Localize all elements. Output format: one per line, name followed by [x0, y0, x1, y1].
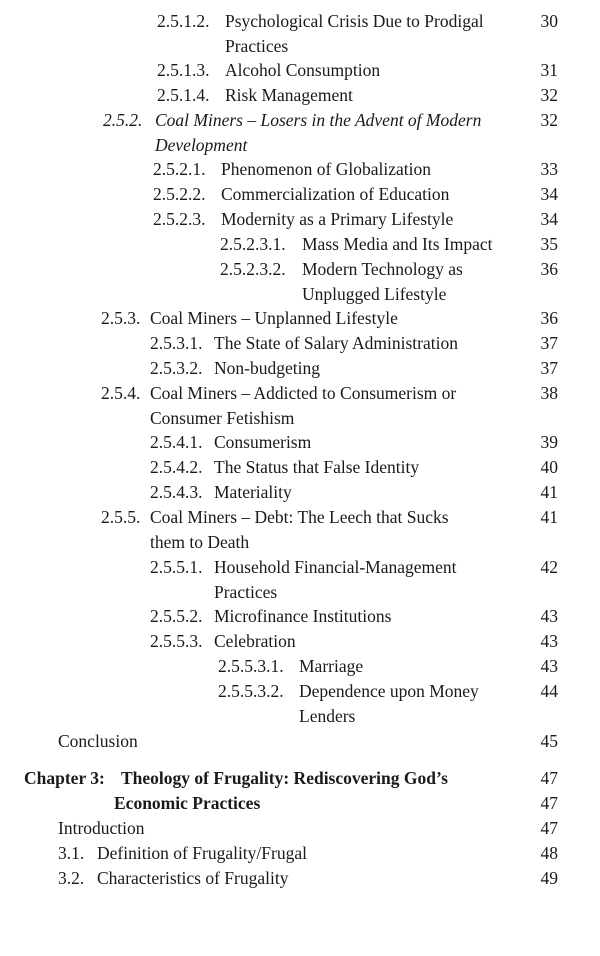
toc-entry-page: 32: [540, 110, 558, 130]
toc-entry-number: 2.5.5.3.: [150, 631, 203, 651]
toc-entry-number: 2.5.2.: [103, 110, 143, 130]
toc-entry-title: Alcohol Consumption: [225, 60, 381, 80]
toc-entry-page: 49: [540, 868, 558, 888]
toc-entry-title-continuation: Unplugged Lifestyle: [302, 284, 447, 304]
toc-entry-number: 2.5.2.2.: [153, 184, 206, 204]
toc-entry-number: 2.5.4.: [101, 383, 141, 403]
toc-entry-page: 47: [540, 793, 558, 813]
toc-entry-page: 43: [540, 606, 558, 626]
toc-entry-title: Coal Miners – Addicted to Consumerism or: [150, 383, 457, 403]
chapter-number: Chapter 3:: [24, 768, 105, 788]
toc-entry-number: 2.5.4.1.: [150, 432, 203, 452]
toc-entry-page: 43: [540, 631, 558, 651]
toc-entry-number: 3.1.: [58, 843, 85, 863]
toc-entry-number: 2.5.2.1.: [153, 159, 206, 179]
toc-entry-number: 2.5.1.3.: [157, 60, 210, 80]
toc-entry-number: 2.5.4.2.: [150, 457, 203, 477]
toc-entry-page: 47: [540, 818, 558, 838]
toc-entry-page: 45: [540, 731, 558, 751]
toc-entry-title: Coal Miners – Losers in the Advent of Modern: [155, 110, 482, 130]
toc-entry-number: 2.5.5.2.: [150, 606, 203, 626]
toc-entry-number: 2.5.3.: [101, 308, 141, 328]
toc-entry-page: 36: [540, 308, 558, 328]
toc-entry-title: Dependence upon Money: [299, 681, 479, 701]
toc-entry-page: 38: [540, 383, 558, 403]
toc-entry-number: 2.5.5.1.: [150, 557, 203, 577]
toc-entry-number: 2.5.5.: [101, 507, 141, 527]
toc-entry-title: Microfinance Institutions: [214, 606, 392, 626]
toc-entry-page: 40: [540, 457, 558, 477]
toc-entry-title-continuation: them to Death: [150, 532, 250, 552]
chapter-title: Theology of Frugality: Rediscovering God’s: [121, 768, 448, 788]
toc-entry-title: Non-budgeting: [214, 358, 320, 378]
toc-entry-page: 48: [540, 843, 558, 863]
toc-entry-number: 2.5.4.3.: [150, 482, 203, 502]
toc-entry-title: Psychological Crisis Due to Prodigal: [225, 11, 484, 31]
toc-entry-title-continuation: Practices: [225, 36, 289, 56]
toc-entry-title: Definition of Frugality/Frugal: [97, 843, 307, 863]
toc-entry-page: 47: [540, 768, 558, 788]
toc-entry-page: 37: [540, 358, 558, 378]
toc-entry-title-continuation: Practices: [214, 582, 278, 602]
toc-entry-title: Characteristics of Frugality: [97, 868, 289, 888]
toc-entry-title: The State of Salary Administration: [214, 333, 458, 353]
toc-entry-title: Household Financial-Management: [214, 557, 457, 577]
toc-entry-page: 34: [540, 209, 558, 229]
toc-entry-page: 30: [540, 11, 558, 31]
toc-entry-number: 2.5.1.4.: [157, 85, 210, 105]
toc-entry-number: 2.5.3.1.: [150, 333, 203, 353]
toc-entry-number: 2.5.5.3.2.: [218, 681, 284, 701]
toc-entry-number: 2.5.3.2.: [150, 358, 203, 378]
toc-entry-page: 44: [540, 681, 558, 701]
toc-entry-page: 41: [540, 507, 558, 527]
toc-entry-page: 34: [540, 184, 558, 204]
toc-entry-title: Conclusion: [58, 731, 138, 751]
toc-entry-title: Mass Media and Its Impact: [302, 234, 493, 254]
toc-entry-page: 39: [540, 432, 558, 452]
toc-entry-title: The Status that False Identity: [214, 457, 420, 477]
toc-entry-page: 32: [540, 85, 558, 105]
toc-entry-number: 2.5.1.2.: [157, 11, 210, 31]
toc-entry-page: 42: [540, 557, 558, 577]
toc-entry-number: 2.5.2.3.1.: [220, 234, 286, 254]
toc-entry-title: Celebration: [214, 631, 296, 651]
toc-entry-number: 2.5.2.3.: [153, 209, 206, 229]
toc-entry-page: 36: [540, 259, 558, 279]
toc-entry-title-continuation: Development: [155, 135, 248, 155]
toc-entry-page: 35: [540, 234, 558, 254]
toc-entry-page: 41: [540, 482, 558, 502]
toc-entry-page: 37: [540, 333, 558, 353]
toc-entry-title: Marriage: [299, 656, 364, 676]
toc-entry-title: Phenomenon of Globalization: [221, 159, 431, 179]
chapter-title: Economic Practices: [114, 793, 261, 813]
toc-entry-number: 3.2.: [58, 868, 85, 888]
toc-entry-number: 2.5.5.3.1.: [218, 656, 284, 676]
toc-entry-title-continuation: Consumer Fetishism: [150, 408, 295, 428]
toc-entry-title: Risk Management: [225, 85, 353, 105]
toc-entry-page: 31: [540, 60, 558, 80]
toc-entry-number: 2.5.2.3.2.: [220, 259, 286, 279]
toc-entry-page: 43: [540, 656, 558, 676]
toc-entry-title: Coal Miners – Unplanned Lifestyle: [150, 308, 398, 328]
toc-entry-title: Consumerism: [214, 432, 312, 452]
toc-entry-page: 33: [540, 159, 558, 179]
toc-entry-title-continuation: Lenders: [299, 706, 356, 726]
toc-entry-title: Introduction: [58, 818, 145, 838]
toc-entry-title: Modernity as a Primary Lifestyle: [221, 209, 454, 229]
toc-entry-title: Commercialization of Education: [221, 184, 450, 204]
toc-entry-title: Modern Technology as: [302, 259, 463, 279]
toc-entry-title: Materiality: [214, 482, 292, 502]
toc-entry-title: Coal Miners – Debt: The Leech that Sucks: [150, 507, 449, 527]
